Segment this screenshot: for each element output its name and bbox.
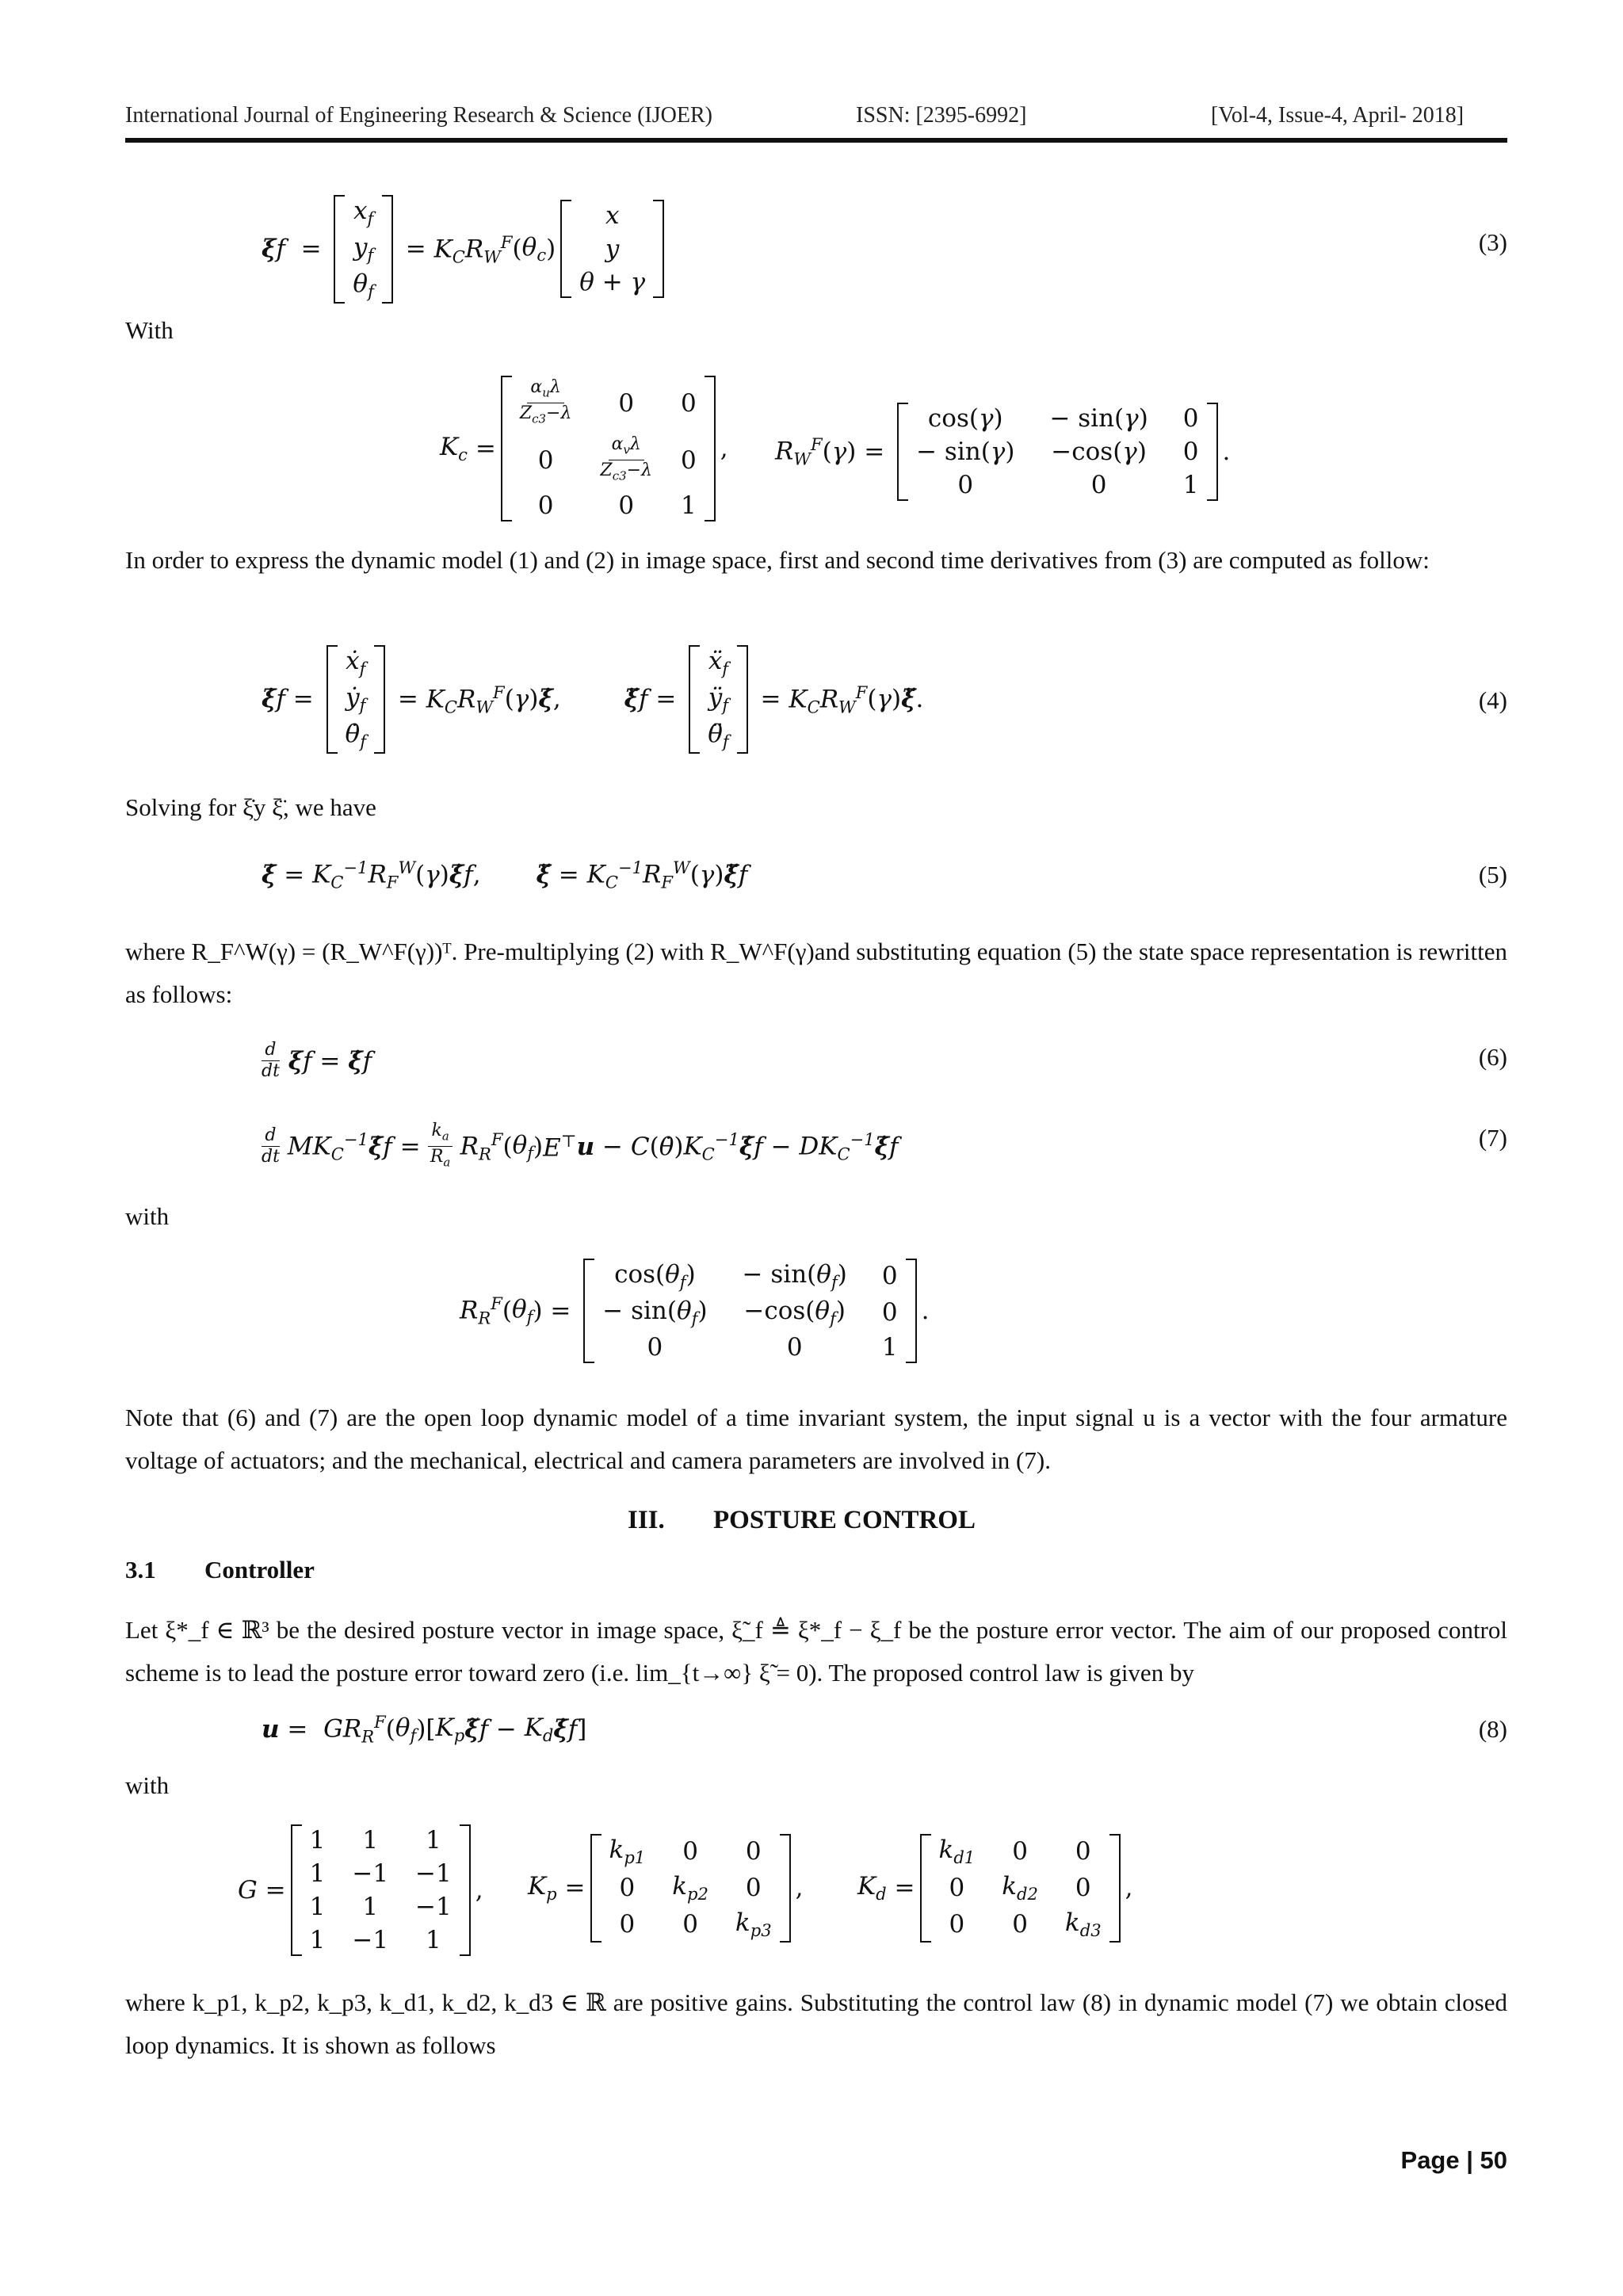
matrix-g: G = 1 1 1 1 −1 −1 1 1 −1 1 −1 1 , — [238, 1826, 483, 1954]
paragraph-transpose: where R_F^W(γ) = (R_W^F(γ))ᵀ. Pre-multiplying (2) with R_W^F(γ)and substituting equation (5) the state space representation is rewritten as follows: — [125, 938, 1507, 1008]
equation-6: $\frac{d}{dt}$ ξ f = ξ̇ f — [262, 1040, 372, 1081]
header-rule — [125, 138, 1507, 143]
paragraph-note: Note that (6) and (7) are the open loop dynamic model of a time invariant system, the input signal u is a vector with the four armature voltage of actuators; and the mechanical, electrical and camera parameters are involved in (7). — [125, 1404, 1507, 1474]
equation-8: u = $GR_R^F$ ( $\theta_f$ )[ $K_p$ ξ̃ f − $K_d$ ξ̇ f ] — [262, 1712, 587, 1747]
section-title: POSTURE CONTROL — [713, 1506, 976, 1534]
paragraph-let: Let ξ*_f ∈ ℝ³ be the desired posture vector in image space, ξ̃_f ≜ ξ*_f − ξ_f be the posture error vector. The aim of our proposed control scheme is to lead the posture error toward zero (i.e. lim_{t→∞} ξ̃ = 0). The proposed control law is given by — [125, 1616, 1507, 1687]
equation-number-5: (5) — [1478, 861, 1507, 888]
paragraph-derivatives: In order to express the dynamic model (1) and (2) in image space, first and second time derivatives from (3) are computed as follow: — [125, 546, 1430, 574]
volume-info: [Vol-4, Issue-4, April- 2018] — [1211, 103, 1465, 128]
matrix-rwf-gamma: $R_W^F$ ( γ ) = cos(γ) − sin(γ) 0 − sin(γ) −cos(γ) 0 0 0 1 . — [775, 404, 1231, 499]
matrix-kc: $K_c$ = $\frac{\alpha_u\lambda}{Z_{c3}-\lambda}$ 0 0 0 $\frac{\alpha_v\lambda}{Z_{c3}-\lambda}$ 0 0 0 1 , — [440, 377, 728, 520]
equation-4: ξ̇ f = ẋ$_f$ ẏ$_f$ $\thetȧ_f$ = $K_CR_W^F$ ( γ ) ξ̇ , ξ̈ f = ẍ$_f$ $ÿ_f$ $\thetä_f$ = $K_CR_W^F$ ( γ ) ξ̈ . — [262, 647, 924, 752]
journal-title: International Journal of Engineering Research & Science (IJOER) — [125, 103, 712, 128]
subsection-number: 3.1 — [125, 1556, 156, 1584]
equation-number-8: (8) — [1478, 1715, 1507, 1743]
with-label-1: With — [125, 316, 174, 344]
with-label-3: with — [125, 1771, 170, 1799]
equation-3: ξ f = $x_f$ $y_f$ $\theta_f$ = $K_CR_W^F$ ( $\theta_c$ ) x y θ + γ — [262, 195, 669, 304]
paragraph-gains: where k_p1, k_p2, k_p3, k_d1, k_d2, k_d3 ∈ ℝ are positive gains. Substituting the control law (8) in dynamic model (7) we obtain closed loop dynamics. It is shown as follows — [125, 1988, 1507, 2059]
matrix-rrf-theta: $R_R^F$ ( $\theta_f$ ) = $\cos(\theta_f)$ − $\sin(\theta_f)$ 0 − $\sin(\theta_f)$ $-\cos(\theta_f)$ 0 0 0 1 . — [460, 1260, 930, 1362]
matrix-kd: $K_d$ = $k_{d1}$ 0 0 0 $k_{d2}$ 0 0 0 $k_{d3}$ , — [857, 1836, 1133, 1941]
page-number: Page | 50 — [1400, 2146, 1507, 2174]
section-number: III. — [628, 1506, 665, 1534]
with-label-2: with — [125, 1202, 170, 1230]
subsection-title: Controller — [204, 1556, 315, 1584]
matrix-kp: $K_p$ = $k_{p1}$ 0 0 0 $k_{p2}$ 0 0 0 $k_{p3}$ , — [528, 1836, 804, 1941]
equation-number-3: (3) — [1478, 228, 1507, 256]
equation-number-6: (6) — [1478, 1043, 1507, 1071]
solving-line: Solving for ξ̇y ξ̈, we have — [125, 793, 376, 821]
equation-number-7: (7) — [1478, 1124, 1507, 1152]
issn: ISSN: [2395-6992] — [856, 103, 1027, 128]
equation-5: ξ̇ = $K_C^{-1}R_F^W$ ( γ ) ξ̇ f , ξ̈ = $K_C^{-1}R_F^W$ ( γ ) ξ̈ f — [262, 858, 748, 892]
equation-7: $\frac{d}{dt}$ $MK_C^{-1}$ ξ̇ f = $\frac{k_a}{R_a}$ $R_R^F$ ( $\theta_f$ ) E⊤ u − C ( θ̇ ) $K_C^{-1}$ ξ̇ f − $DK_C^{-1}$ ξ̇ f — [262, 1121, 899, 1170]
equation-number-4: (4) — [1478, 686, 1507, 714]
